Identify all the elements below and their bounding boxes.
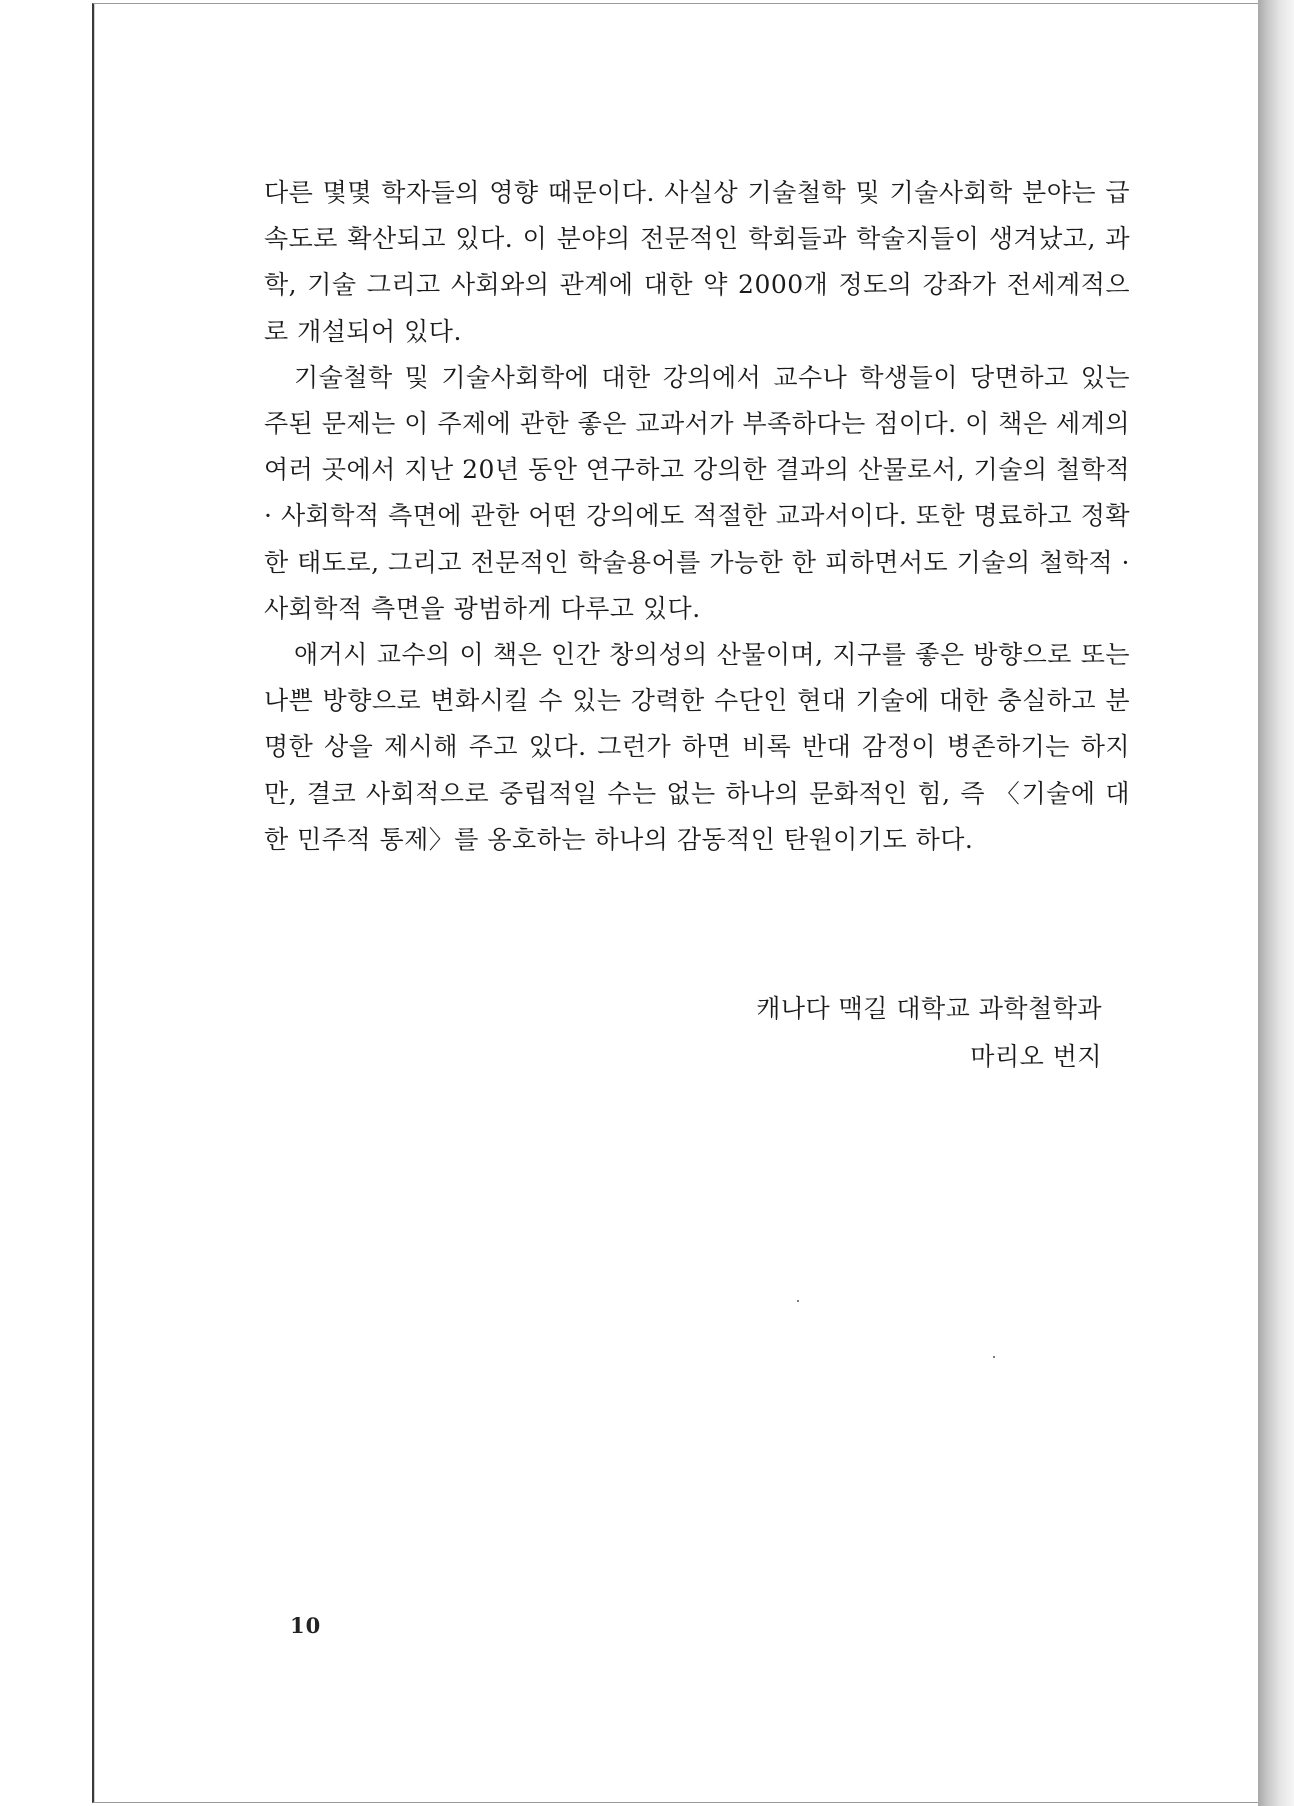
scan-speck: [797, 1300, 799, 1302]
scan-speck: [993, 1356, 995, 1358]
body-text: [264, 170, 1130, 863]
signature-name: 마리오 번지: [970, 1042, 1102, 1071]
signature-affiliation: 캐나다 맥길 대학교 과학철학과: [756, 994, 1102, 1023]
signature-block: [756, 985, 1102, 1081]
paragraph-1: 다른 몇몇 학자들의 영향 때문이다. 사실상 기술철학 및 기술사회학 분야는 급속도로 확산되고 있다. 이 분야의 전문적인 학회들과 학술지들이 생겨났고, 과학, 기술 그리고 사회와의 관계에 대한 약 2000개 정도의 강좌가 전세계적으로 개설되어 있다.: [264, 178, 1130, 346]
paragraph-2: 기술철학 및 기술사회학에 대한 강의에서 교수나 학생들이 당면하고 있는 주된 문제는 이 주제에 관한 좋은 교과서가 부족하다는 점이다. 이 책은 세계의 여러 곳에서 지난 20년 동안 연구하고 강의한 결과의 산물로서, 기술의 철학적 · 사회학적 측면에 관한 어떤 강의에도 적절한 교과서이다. 또한 명료하고 정확한 태도로, 그리고 전문적인 학술용어를 가능한 한 피하면서도 기술의 철학적 · 사회학적 측면을 광범하게 다루고 있다.: [264, 362, 1130, 623]
paragraph-3: 애거시 교수의 이 책은 인간 창의성의 산물이며, 지구를 좋은 방향으로 또는 나쁜 방향으로 변화시킬 수 있는 강력한 수단인 현대 기술에 대한 충실하고 분명한 상을 제시해 주고 있다. 그런가 하면 비록 반대 감정이 병존하기는 하지만, 결코 사회적으로 중립적일 수는 없는 하나의 문화적인 힘, 즉 〈기술에 대한 민주적 통제〉를 옹호하는 하나의 감동적인 탄원이기도 하다.: [264, 640, 1130, 854]
page-number: 10: [290, 1613, 322, 1638]
page-edge-shadow: [1258, 0, 1294, 1806]
